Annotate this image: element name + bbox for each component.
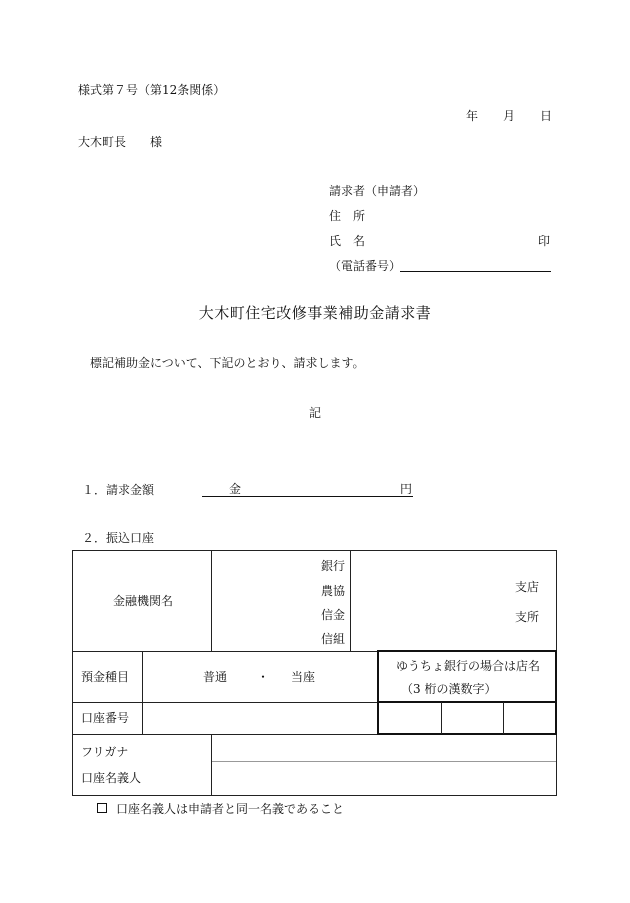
phone-label: （電話番号） — [329, 259, 402, 273]
date-day: 日 — [540, 109, 553, 123]
amount-yen: 円 — [400, 482, 413, 496]
deposit-type-label: 預金種目 — [81, 670, 130, 684]
seal-mark: 印 — [538, 234, 551, 248]
name-label: 氏 名 — [329, 234, 366, 248]
form-number: 様式第７号（第12条関係） — [78, 83, 226, 97]
yucho-digit-cell[interactable] — [442, 706, 503, 732]
address-label: 住 所 — [329, 209, 366, 223]
institution-type-shinkin: 信金 — [321, 608, 346, 622]
same-name-checkbox[interactable] — [97, 803, 107, 813]
col-divider — [211, 551, 212, 651]
date-month: 月 — [503, 109, 516, 123]
deposit-separator: ・ — [257, 670, 270, 684]
furigana-label: フリガナ — [81, 745, 129, 759]
yucho-digit-divider — [503, 702, 504, 734]
intro-text: 標記補助金について、下記のとおり、請求します。 — [90, 356, 365, 370]
branch-shisho: 支所 — [515, 610, 540, 624]
requester-label: 請求者（申請者） — [329, 184, 426, 198]
section2-label: ２．振込口座 — [82, 531, 155, 545]
row-divider-light — [212, 761, 556, 762]
col-divider — [142, 651, 143, 734]
addressee: 大木町長 様 — [78, 135, 163, 149]
amount-underline — [202, 496, 413, 497]
ki-label: 記 — [309, 406, 322, 420]
col-divider — [211, 734, 212, 795]
amount-kin: 金 — [229, 482, 242, 496]
yucho-box-divider — [378, 701, 556, 703]
yucho-note-line2: （3 桁の漢数字） — [401, 682, 497, 696]
yucho-note-line1: ゆうちょ銀行の場合は店名 — [396, 659, 541, 673]
branch-shiten: 支店 — [515, 580, 540, 594]
phone-underline — [400, 271, 551, 272]
date-year: 年 — [466, 109, 479, 123]
institution-type-ja: 農協 — [321, 584, 346, 598]
institution-type-bank: 銀行 — [321, 559, 346, 573]
institution-label: 金融機関名 — [113, 594, 174, 608]
holder-label: 口座名義人 — [81, 771, 142, 785]
col-divider — [350, 551, 351, 651]
same-name-text: 口座名義人は申請者と同一名義であること — [116, 802, 345, 816]
institution-type-shinkumi: 信組 — [321, 632, 346, 646]
section1-label: １．請求金額 — [82, 483, 155, 497]
deposit-option-normal[interactable]: 普通 — [203, 670, 228, 684]
document-title: 大木町住宅改修事業補助金請求書 — [198, 304, 432, 322]
account-number-label: 口座番号 — [81, 711, 130, 725]
deposit-option-current[interactable]: 当座 — [291, 670, 316, 684]
